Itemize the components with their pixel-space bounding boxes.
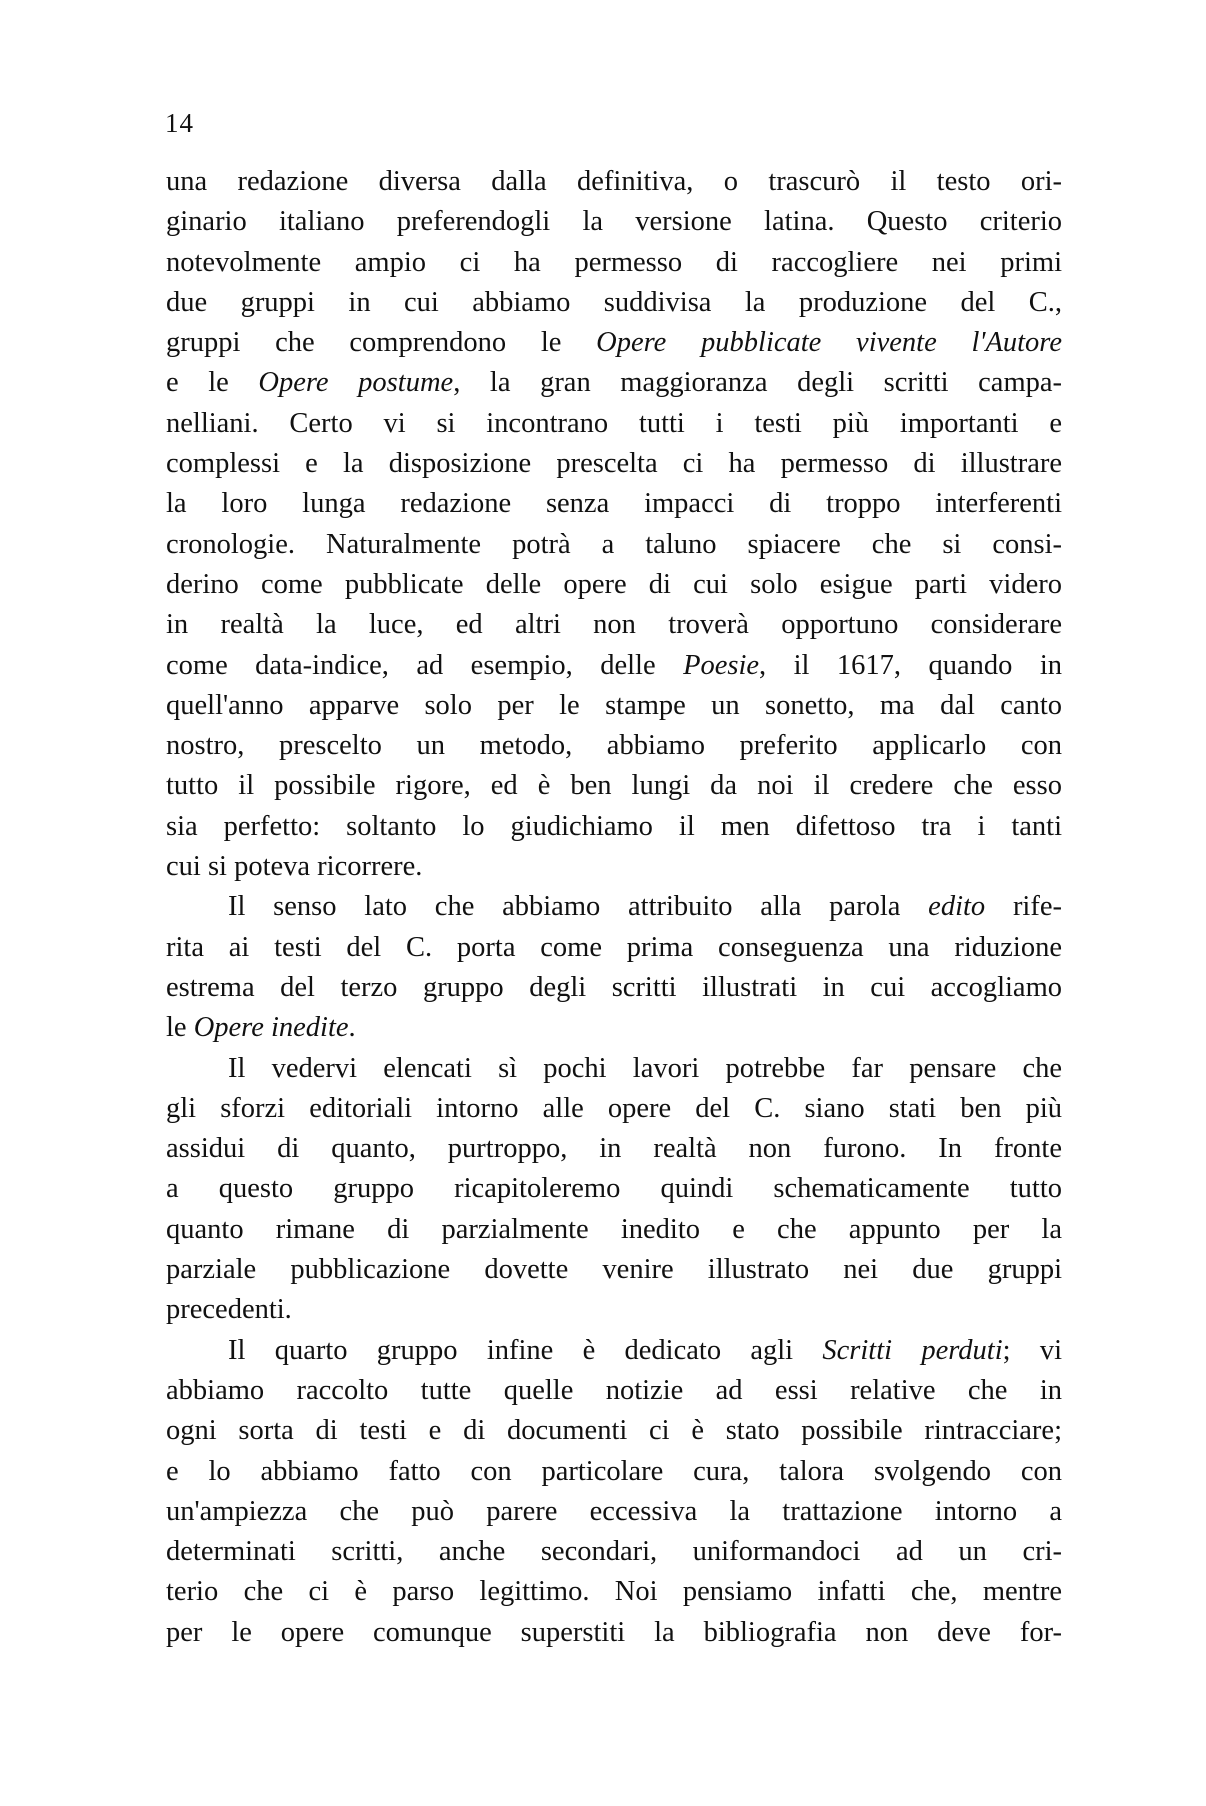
- line-text: parziale pubblicazione dovette venire illustrato nei due gruppi: [166, 1254, 1062, 1286]
- text-line: [166, 283, 1062, 323]
- line-text: precedenti.: [166, 1294, 292, 1326]
- line-text: e lo abbiamo fatto con particolare cura, talora svolgendo con: [166, 1455, 1062, 1487]
- text-line: [166, 686, 1062, 726]
- line-text: Il quarto gruppo infine è dedicato agli: [228, 1334, 823, 1366]
- text-line: [166, 243, 1062, 283]
- text-line: [166, 887, 1062, 927]
- line-text: ogni sorta di testi e di documenti ci è stato possibile rintracciare;: [166, 1415, 1062, 1447]
- text-line: [166, 968, 1062, 1008]
- line-text: estrema del terzo gruppo degli scritti illustrati in cui accogliamo: [166, 971, 1062, 1003]
- line-text: tutto il possibile rigore, ed è ben lungi da noi il credere che esso: [166, 770, 1062, 802]
- line-text: Il vedervi elencati sì pochi lavori potrebbe far pensare che: [228, 1052, 1062, 1084]
- italic-title: Poesie: [683, 649, 760, 681]
- italic-title: edito: [928, 891, 986, 923]
- text-line: [166, 1331, 1062, 1371]
- line-text: gruppi che comprendono le: [166, 327, 597, 359]
- line-text: nostro, prescelto un metodo, abbiamo preferito applicarlo con: [166, 730, 1062, 762]
- text-line: [166, 1572, 1062, 1612]
- text-line: [166, 1049, 1062, 1089]
- text-line: [166, 363, 1062, 403]
- text-line: [166, 1411, 1062, 1451]
- line-text: assidui di quanto, purtroppo, in realtà non furono. In fronte: [166, 1133, 1062, 1165]
- line-text: .: [348, 1012, 356, 1044]
- text-line: [166, 1129, 1062, 1169]
- text-line: [166, 1089, 1062, 1129]
- line-text: e le: [166, 367, 259, 399]
- text-line: [166, 1452, 1062, 1492]
- line-text: Il senso lato che abbiamo attribuito alla parola: [228, 891, 929, 923]
- line-text: cronologie. Naturalmente potrà a taluno spiacere che si consi-: [166, 528, 1062, 560]
- line-text: una redazione diversa dalla definitiva, o trascurò il testo ori-: [166, 166, 1062, 197]
- line-text: ginario italiano preferendogli la versione latina. Questo criterio: [166, 206, 1062, 238]
- line-text: complessi e la disposizione prescelta ci ha permesso di illustrare: [166, 448, 1062, 480]
- line-text: per le opere comunque superstiti la bibliografia non deve for-: [166, 1616, 1062, 1648]
- text-line: [166, 484, 1062, 524]
- text-line: [166, 1492, 1062, 1532]
- text-line: [166, 1371, 1062, 1411]
- line-text: le: [166, 1012, 194, 1044]
- text-line: [166, 605, 1062, 645]
- italic-title: Opere postume: [258, 367, 454, 399]
- italic-title: Scritti perduti: [822, 1334, 1003, 1366]
- text-line: [166, 1613, 1062, 1653]
- text-line: [166, 202, 1062, 242]
- text-line: [166, 847, 1062, 887]
- italic-title: Opere pubblicate vivente l'Autore: [596, 327, 1062, 359]
- text-line: [166, 162, 1062, 202]
- line-text: cui si poteva ricorrere.: [166, 851, 423, 883]
- text-line: [166, 726, 1062, 766]
- line-text: sia perfetto: soltanto lo giudichiamo il men difettoso tra i tanti: [166, 810, 1062, 842]
- text-line: [166, 1008, 1062, 1048]
- text-line: [166, 1210, 1062, 1250]
- line-text: determinati scritti, anche secondari, uniformandoci ad un cri-: [166, 1536, 1062, 1568]
- text-line: [166, 1290, 1062, 1330]
- line-text: quell'anno apparve solo per le stampe un sonetto, ma dal canto: [166, 689, 1062, 721]
- line-text: , il 1617, quando in: [759, 649, 1062, 681]
- line-text: terio che ci è parso legittimo. Noi pensiamo infatti che, mentre: [166, 1576, 1062, 1608]
- line-text: un'ampiezza che può parere eccessiva la trattazione intorno a: [166, 1495, 1062, 1527]
- italic-title: Opere inedite: [193, 1012, 349, 1044]
- line-text: a questo gruppo ricapitoleremo quindi schematicamente tutto: [166, 1173, 1062, 1205]
- line-text: come data-indice, ad esempio, delle: [166, 649, 684, 681]
- text-line: [166, 807, 1062, 847]
- line-text: abbiamo raccolto tutte quelle notizie ad essi relative che in: [166, 1374, 1062, 1406]
- text-line: [166, 444, 1062, 484]
- line-text: la loro lunga redazione senza impacci di troppo interferenti: [166, 488, 1062, 520]
- text-line: [166, 646, 1062, 686]
- line-text: due gruppi in cui abbiamo suddivisa la produzione del C.,: [166, 286, 1062, 318]
- text-line: [166, 766, 1062, 806]
- line-text: ; vi: [1002, 1334, 1063, 1366]
- text-line: [166, 565, 1062, 605]
- text-line: [166, 323, 1062, 363]
- line-text: derino come pubblicate delle opere di cui solo esigue parti videro: [166, 568, 1062, 600]
- text-line: [166, 1250, 1062, 1290]
- line-text: quanto rimane di parzialmente inedito e che appunto per la: [166, 1213, 1062, 1245]
- body-text: [166, 162, 1062, 1653]
- line-text: in realtà la luce, ed altri non troverà opportuno considerare: [166, 609, 1062, 641]
- text-line: [166, 928, 1062, 968]
- page-number: 14: [165, 108, 194, 138]
- text-line: [166, 1169, 1062, 1209]
- line-text: , la gran maggioranza degli scritti campa-: [453, 367, 1063, 399]
- text-line: [166, 525, 1062, 565]
- text-line: [166, 1532, 1062, 1572]
- line-text: rife-: [985, 891, 1062, 923]
- line-text: nelliani. Certo vi si incontrano tutti i testi più importanti e: [166, 407, 1062, 439]
- line-text: notevolmente ampio ci ha permesso di raccogliere nei primi: [166, 246, 1062, 278]
- text-line: [166, 404, 1062, 444]
- line-text: rita ai testi del C. porta come prima conseguenza una riduzione: [166, 931, 1062, 963]
- line-text: gli sforzi editoriali intorno alle opere del C. siano stati ben più: [166, 1092, 1062, 1124]
